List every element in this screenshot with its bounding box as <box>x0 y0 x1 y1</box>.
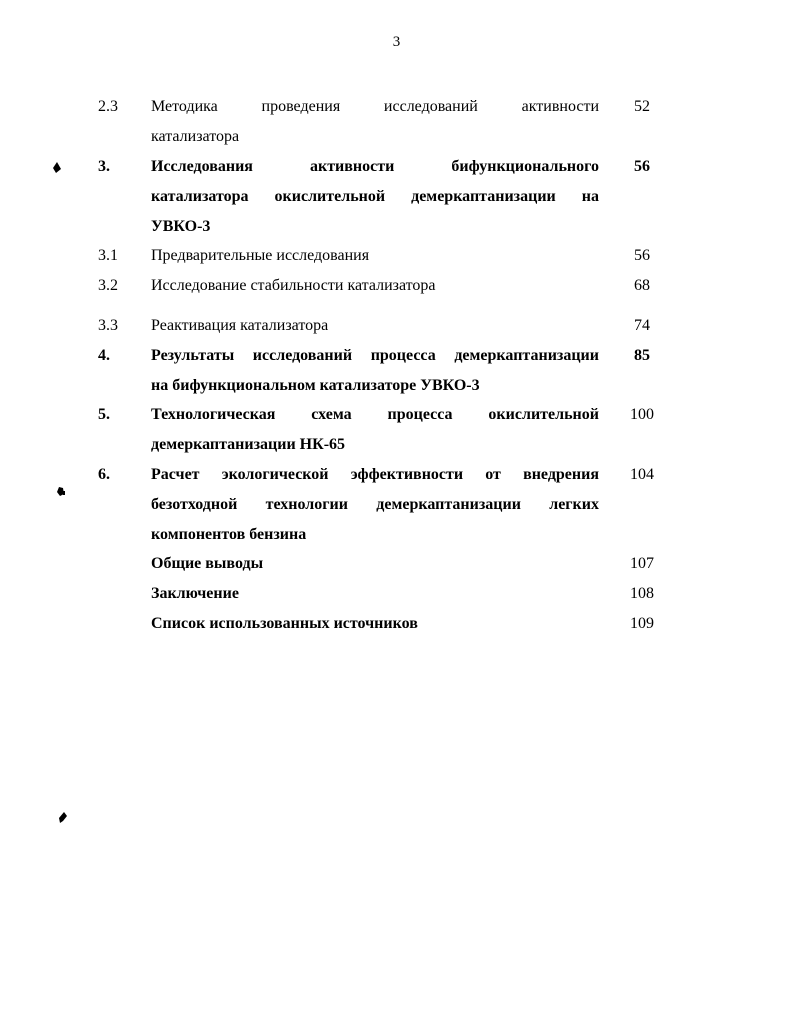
toc-entry-title-line: демеркаптанизации НК-65 <box>151 436 346 453</box>
toc-entry-page: 109 <box>630 615 654 632</box>
toc-entry-title-line: катализатора <box>151 128 240 145</box>
toc-entry-title <box>151 241 599 271</box>
toc-entry-title <box>151 549 599 579</box>
toc-entry-title-line: Реактивация катализатора <box>151 317 329 334</box>
toc-entry-number: 3. <box>98 158 110 175</box>
scan-speck-mark <box>58 812 68 824</box>
toc-entry-title-line: на бифункциональном катализаторе УВКО-3 <box>151 377 480 394</box>
toc-entry-page: 56 <box>634 247 650 264</box>
toc-entry-title <box>151 271 599 301</box>
toc-entry-title-line: Исследования активности бифункционального <box>151 158 599 175</box>
toc-entry-page: 68 <box>634 277 650 294</box>
toc-entry-title-line: Результаты исследований процесса демеркаптанизации <box>151 347 599 364</box>
toc-entry-number: 3.2 <box>98 277 118 294</box>
toc-entry-page: 52 <box>634 98 650 115</box>
toc-entry-title-line: Исследование стабильности катализатора <box>151 277 436 294</box>
page-number: 3 <box>392 34 401 50</box>
scan-speck-mark <box>52 162 62 174</box>
toc-entry-page: 108 <box>630 585 654 602</box>
toc-entry-page: 74 <box>634 317 650 334</box>
toc-entry-title-line: Предварительные исследования <box>151 247 370 264</box>
scan-speck-mark <box>56 486 66 498</box>
toc-entry-page: 100 <box>630 406 654 423</box>
toc-entry-number: 6. <box>98 466 110 483</box>
toc-entry-title <box>151 400 599 460</box>
toc-entry-title <box>151 460 599 550</box>
toc-entry-number: 3.1 <box>98 247 118 264</box>
toc-entry-title <box>151 341 599 401</box>
toc-entry-title-line: УВКО-3 <box>151 218 211 235</box>
toc-entry-title-line: Список использованных источников <box>151 615 418 632</box>
toc-entry-page: 85 <box>634 347 650 364</box>
toc-entry-title-line: Заключение <box>151 585 239 602</box>
toc-entry-title <box>151 609 599 639</box>
toc-entry-page: 56 <box>634 158 650 175</box>
toc-entry-number: 4. <box>98 347 110 364</box>
toc-entry-title <box>151 152 599 242</box>
toc-entry-title-line: Расчет экологической эффективности от внедрения <box>151 466 599 483</box>
toc-entry-number: 5. <box>98 406 110 423</box>
toc-entry-title-line: Методика проведения исследований активности <box>151 98 599 115</box>
toc-entry-title <box>151 579 599 609</box>
toc-entry-page: 107 <box>630 555 654 572</box>
toc-entry-title <box>151 92 599 152</box>
toc-entry-title-line: компонентов бензина <box>151 526 307 543</box>
toc-entry-title-line: Технологическая схема процесса окислительной <box>151 406 599 423</box>
toc-entry-title-line: Общие выводы <box>151 555 264 572</box>
toc-entry-title-line: катализатора окислительной демеркаптанизации на <box>151 188 599 205</box>
toc-entry-number: 3.3 <box>98 317 118 334</box>
toc-entry-number: 2.3 <box>98 98 118 115</box>
toc-entry-title-line: безотходной технологии демеркаптанизации легких <box>151 496 599 513</box>
toc-entry-page: 104 <box>630 466 654 483</box>
toc-entry-title <box>151 311 599 341</box>
